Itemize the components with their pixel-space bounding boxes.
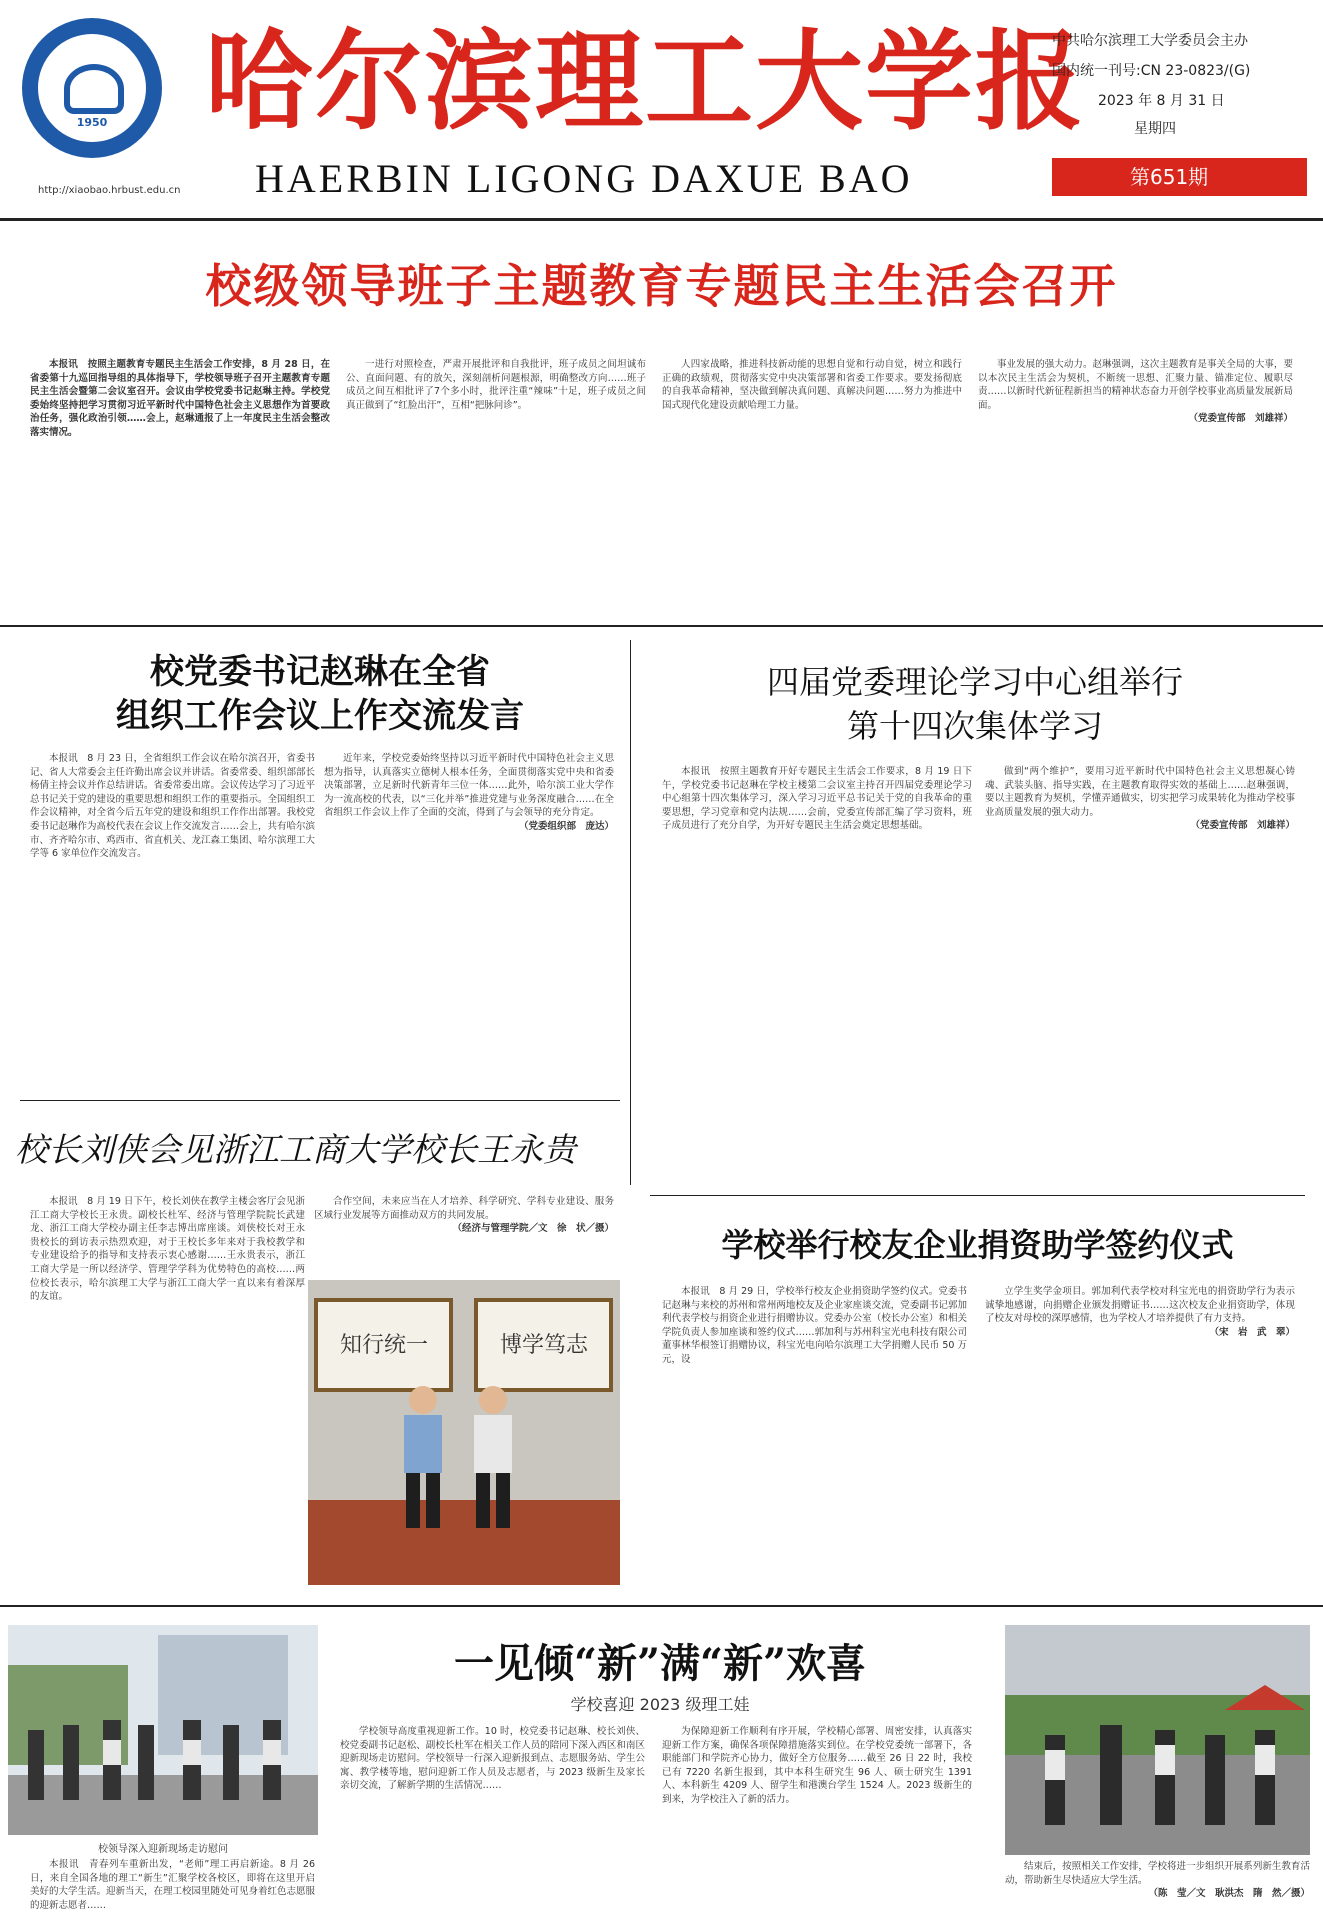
meeting-article-column-1 — [30, 1195, 305, 1585]
freshmen-photo-caption: 校领导深入迎新现场走访慰问 — [98, 1844, 228, 1855]
alumni-article-column-2 — [985, 1285, 1295, 1585]
zhao-article-column-1 — [30, 752, 315, 1087]
study-article-column-1 — [662, 765, 972, 1165]
university-logo — [22, 18, 162, 158]
lead-article-column-4 — [978, 358, 1293, 603]
freshmen-article-column-4 — [1005, 1860, 1310, 1900]
calligraphy-right: 博学笃志 — [499, 1333, 588, 1358]
lead-headline: 校级领导班子主题教育专题民主生活会召开 — [205, 259, 1118, 313]
section-divider — [650, 1195, 1305, 1196]
lead-article-byline: （党委宣传部 刘雄祥） — [1188, 413, 1293, 425]
freshmen-article-column-3 — [662, 1725, 972, 1885]
freshmen-article-text: 结束后，按照相关工作安排，学校将进一步组织开展系列新生教育活动，帮助新生尽快适应大学生活。 — [1005, 1861, 1310, 1886]
freshmen-article-text: 本报讯 青春列车重新出发，“老师”理工再启新途。8 月 26 日，来自全国各地的理工“新生”汇聚学校各校区，即将在这里开启美好的大学生活。迎新当天，在理工校园里随处可见身着红色志愿服的迎新志愿者…… — [30, 1859, 316, 1911]
freshmen-photo-left — [8, 1625, 318, 1835]
freshmen-photo-left-graphic — [8, 1625, 318, 1835]
zhao-title-line-2: 组织工作会议上作交流发言 — [116, 696, 524, 736]
issue-number-badge: 第651期 — [1052, 158, 1307, 196]
column-divider — [630, 640, 631, 1185]
zhao-article-text: 近年来，学校党委始终坚持以习近平新时代中国特色社会主义思想为指导，认真落实立德树人根本任务，全面贯彻落实党中央和省委决策部署，立足新时代新青年三位一体……此外，哈尔滨工业大学作为一流高校的代表，以“三化并举”推进党建与业务深度融合……在全省组织工作会议上作了全面的交流，得到了与会领导的充分肯定。 — [324, 753, 614, 819]
meeting-article-title: 校长刘侠会见浙江工商大学校长王永贵 — [15, 1130, 576, 1169]
alumni-article-column-1 — [662, 1285, 967, 1585]
zhao-article-title — [20, 650, 620, 738]
section-divider — [0, 625, 1323, 627]
meeting-article-text: 本报讯 8 月 19 日下午，校长刘侠在教学主楼会客厅会见浙江工商大学校长王永贵。副校长杜军、经济与管理学院院长武建龙、浙江工商大学校办副主任李志博出席座谈。刘侠校长对王永贵校长的到访表示热烈欢迎，对于王校长多年来对于我校教学和专业建设给予的指导和支持表示衷心感谢……王永贵表示，浙江工商大学是一所以经济学、管理学学科为优势特色的高校……两位校长表示，哈尔滨理工大学与浙江工商大学一直以来有着深厚的友谊。 — [30, 1196, 305, 1303]
meeting-photo — [308, 1280, 620, 1585]
masthead-pinyin: HAERBIN LIGONG DAXUE BAO — [255, 156, 913, 201]
freshmen-photo-right — [1005, 1625, 1310, 1855]
logo-inner — [36, 32, 148, 144]
freshmen-article-text: 为保障迎新工作顺利有序开展，学校精心部署、周密安排，认真落实迎新工作方案，确保各项保障措施落实到位。在学校党委统一部署下，各职能部门和学院齐心协力，做好全方位服务……截至 26 日 22 时，我校已有 7220 名新生报到，其中本科生研究生 96 人、硕士研究生 1391 人、本科新生 4209 人、留学生和港澳台学生 1524 人。2023 级新生的到来，为学校注入了新的活力。 — [662, 1726, 972, 1805]
freshmen-article-subtitle: 学校喜迎 2023 级理工娃 — [570, 1695, 750, 1714]
freshmen-article-column-2 — [340, 1725, 645, 1885]
calligraphy-left: 知行统一 — [339, 1333, 428, 1358]
meeting-photo-graphic — [308, 1280, 620, 1585]
section-divider — [20, 1100, 620, 1101]
lead-article-text: 一进行对照检查，严肃开展批评和自我批评，班子成员之间坦诚布公、直面问题、有的放矢，深刻剖析问题根源，明确整改方向……班子成员之间互相批评了7个多小时，批评注重“辣味”十足，班子成员之间真正做到了“红脸出汗”，互相“把脉问诊”。 — [346, 359, 646, 411]
alumni-article-byline: （宋 岩 武 翠） — [1209, 1326, 1295, 1338]
masthead-divider — [0, 218, 1323, 221]
zhao-article-column-2 — [324, 752, 614, 1087]
freshmen-photo-right-graphic — [1005, 1625, 1310, 1855]
meeting-article-byline: （经济与管理学院／文 徐 状／摄） — [452, 1223, 614, 1235]
sponsor-line: 中共哈尔滨理工大学委员会主办 — [1052, 33, 1248, 49]
zhao-article-byline: （党委组织部 庞达） — [518, 820, 614, 832]
freshmen-article-title: 一见倾“新”满“新”欢喜 — [453, 1640, 867, 1687]
zhao-title-line-1: 校党委书记赵琳在全省 — [150, 652, 490, 692]
alumni-article-text: 本报讯 8 月 29 日，学校举行校友企业捐资助学签约仪式。党委书记赵琳与来校的苏州和常州两地校友及企业家座谈交流，党委副书记郭加利代表学校与捐资企业进行捐赠协议。党委办公室（校长办公室）和相关学院负责人参加座谈和签约仪式……郭加利与苏州科宝光电科技有限公司董事林华根签订捐赠协议，科宝光电向哈尔滨理工大学捐赠人民币 50 万元，设 — [662, 1286, 967, 1365]
newspaper-url[interactable]: http://xiaobao.hrbust.edu.cn — [38, 185, 181, 196]
study-title-line-1: 四届党委理论学习中心组举行 — [766, 663, 1183, 701]
lead-article-column-1 — [30, 358, 330, 603]
lead-article-text: 事业发展的强大动力。赵琳强调，这次主题教育是事关全局的大事，要以本次民主生活会为契机，不断统一思想、汇聚力量、锚准定位、履职尽责……以新时代新征程新担当的精神状态奋力开创学校事业高质量发展新局面。 — [978, 359, 1293, 411]
freshmen-article-text: 学校领导高度重视迎新工作。10 时，校党委书记赵琳、校长刘侠、校党委副书记赵松、副校长杜军在相关工作人员的陪同下深入西区和南区迎新现场走访慰问。学校领导一行深入迎新报到点、志愿服务站、学生公寓、教学楼等地，慰问迎新工作人员及志愿者，与 2023 级新生及家长亲切交流，了解新学期的生活情况…… — [340, 1726, 645, 1792]
freshmen-article-byline: （陈 莹／文 耿洪杰 隋 然／摄） — [1148, 1888, 1310, 1900]
alumni-article-text: 立学生奖学金项目。郭加利代表学校对科宝光电的捐资助学行为表示诚挚地感谢，向捐赠企业颁发捐赠证书……这次校友企业捐资助学，体现了校友对母校的深厚感情，也为学校人才培养提供了有力支持。 — [985, 1286, 1295, 1325]
issue-date: 2023 年 8 月 31 日 — [1098, 93, 1225, 109]
lead-article-text: 本报讯 按照主题教育专题民主生活会工作安排，8 月 28 日，在省委第十九巡回指导组的具体指导下，学校领导班子召开主题教育专题民主生活会暨第二会议室召开。会议由学校党委书记赵琳主持。学校党委始终坚持把学习贯彻习近平新时代中国特色社会主义思想作为首要政治任务，强化政治引领……会上，赵琳通报了上一年度民主生活会整改落实情况。 — [30, 359, 330, 438]
study-article-column-2 — [985, 765, 1295, 1165]
zhao-article-text: 本报讯 8 月 23 日，全省组织工作会议在哈尔滨召开，省委书记、省人大常委会主任许勤出席会议并讲话。省委常委、组织部部长杨倩主持会议并作总结讲话。省委常委出席。会议传达学习了习近平总书记关于党的建设的重要思想和组织工作的重要指示。全国组织工作会议精神，对全省今后五年党的建设和组织工作作出部署。我校党委书记赵琳作为高校代表在会议上作交流发言……会上，共有哈尔滨市、齐齐哈尔市、鸡西市、省直机关、龙江森工集团、哈尔滨理工大学等 6 家单位作交流发言。 — [30, 753, 316, 860]
freshmen-article-column-1 — [30, 1858, 316, 1911]
alumni-article-title: 学校举行校友企业捐资助学签约仪式 — [721, 1226, 1234, 1264]
section-divider — [0, 1605, 1323, 1607]
lead-article-text: 人四家战略，推进科技新动能的思想自觉和行动自觉，树立和践行正确的政绩观，贯彻落实党中央决策部署和省委工作要求。要发扬彻底的自我革命精神，坚决做到解决真问题、真解决问题……努力为推进中国式现代化建设贡献哈理工力量。 — [662, 359, 962, 411]
logo-book-emblem — [64, 64, 124, 114]
masthead-title: 哈尔滨理工大学报 — [205, 19, 1086, 145]
serial-number: 国内统一刊号:CN 23-0823/(G) — [1052, 63, 1251, 79]
study-article-byline: （党委宣传部 刘雄祥） — [1190, 820, 1295, 832]
study-article-text: 做到“两个维护”，要用习近平新时代中国特色社会主义思想凝心铸魂、武装头脑、指导实践，在主题教育取得实效的基础上……赵琳强调，要以主题教育为契机，学懂弄通做实，切实把学习成果转化为推动学校事业高质量发展的强大动力。 — [985, 766, 1295, 818]
study-article-text: 本报讯 按照主题教育开好专题民主生活会工作要求，8 月 19 日下午，学校党委书记赵琳在学校主楼第二会议室主持召开四届党委理论学习中心组第十四次集体学习，深入学习习近平总书记关于党的自我革命的重要思想，学习党章和党内法规……会前，党委宣传部汇编了学习资料，班子成员进行了充分自学，为开好专题民主生活会奠定思想基础。 — [662, 766, 972, 832]
lead-article-column-2 — [346, 358, 646, 603]
meeting-article-column-2 — [314, 1195, 614, 1255]
meeting-article-text: 合作空间，未来应当在人才培养、科学研究、学科专业建设、服务区域行业发展等方面推动双方的共同发展。 — [314, 1196, 614, 1221]
logo-year: 1950 — [76, 116, 108, 129]
study-title-line-2: 第十四次集体学习 — [846, 707, 1103, 745]
lead-article-column-3 — [662, 358, 962, 603]
weekday: 星期四 — [1134, 121, 1176, 137]
study-article-title — [650, 660, 1300, 748]
